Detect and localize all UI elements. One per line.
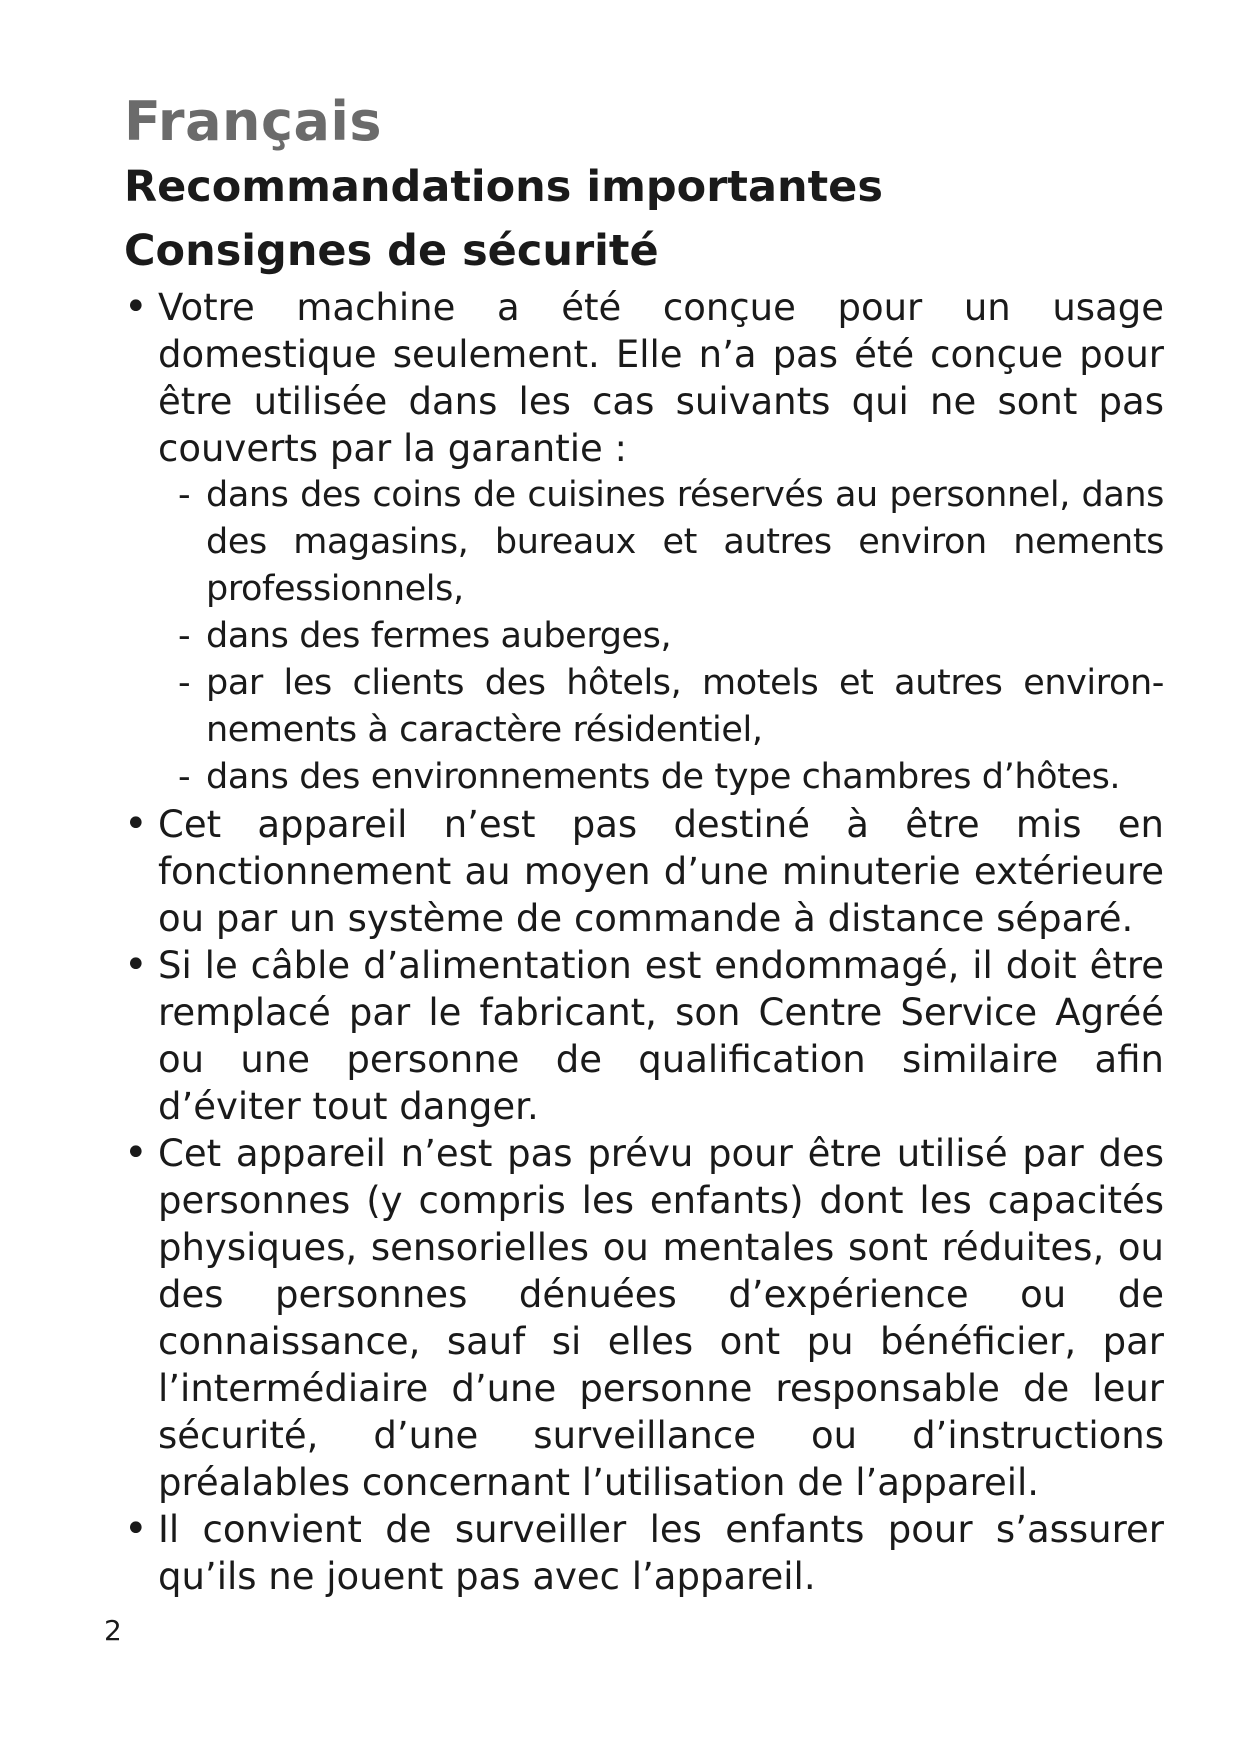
exclusion-item (124, 472, 1164, 613)
exclusion-text: dans des fermes auberges, (206, 616, 672, 656)
bullet-icon: • (124, 1130, 148, 1176)
dash-marker: - (178, 616, 191, 656)
usage-exclusions-list (124, 472, 1164, 801)
exclusion-item (124, 660, 1164, 754)
safety-item (124, 1130, 1164, 1506)
bullet-icon: • (124, 801, 148, 847)
language-title: Français (124, 90, 383, 153)
safety-heading: Consignes de sécurité (124, 226, 659, 276)
exclusion-item (124, 613, 1164, 660)
safety-item-text: Cet appareil n’est pas prévu pour être utilisé par des personnes (y compris les enfants) dont les capacités physiques, sensorielles ou mentales sont réduites, ou des personnes dénuées d’expérience ou de connaissance, sauf si elles ont pu bénéficier, par l’intermédiaire d’une personne responsable de leur sécurité, d’une surveillance ou d’instructions préalables concernant l’utilisation de l’appareil. (158, 1132, 1164, 1504)
safety-item (124, 1506, 1164, 1600)
page-number: 2 (104, 1614, 122, 1647)
exclusion-text: dans des coins de cuisines réservés au personnel, dans des magasins, bureaux et autres environ nements professionnels, (206, 475, 1164, 609)
safety-item-text: Votre machine a été conçue pour un usage domestique seulement. Elle n’a pas été conçue pour être utilisée dans les cas suivants qui ne sont pas couverts par la garantie : (158, 286, 1164, 470)
safety-item-text: Cet appareil n’est pas destiné à être mis en fonctionnement au moyen d’une minuterie extérieure ou par un système de commande à distance séparé. (158, 803, 1164, 940)
bullet-icon: • (124, 1506, 148, 1552)
bullet-icon: • (124, 284, 148, 330)
safety-item (124, 284, 1164, 472)
safety-item (124, 942, 1164, 1130)
safety-item-text: Il convient de surveiller les enfants pour s’assurer qu’ils ne jouent pas avec l’appareil. (158, 1508, 1164, 1598)
exclusion-text: par les clients des hôtels, motels et autres environ- nements à caractère résidentiel, (206, 663, 1164, 750)
main-heading: Recommandations importantes (124, 162, 883, 212)
safety-item (124, 801, 1164, 942)
dash-marker: - (178, 663, 191, 703)
exclusion-text: dans des environnements de type chambres d’hôtes. (206, 757, 1121, 797)
dash-marker: - (178, 757, 191, 797)
safety-list (124, 284, 1164, 1600)
safety-item-text: Si le câble d’alimentation est endommagé, il doit être remplacé par le fabricant, son Centre Service Agréé ou une personne de qualification similaire afin d’éviter tout danger. (158, 944, 1164, 1128)
dash-marker: - (178, 475, 191, 515)
exclusion-item (124, 754, 1164, 801)
bullet-icon: • (124, 942, 148, 988)
